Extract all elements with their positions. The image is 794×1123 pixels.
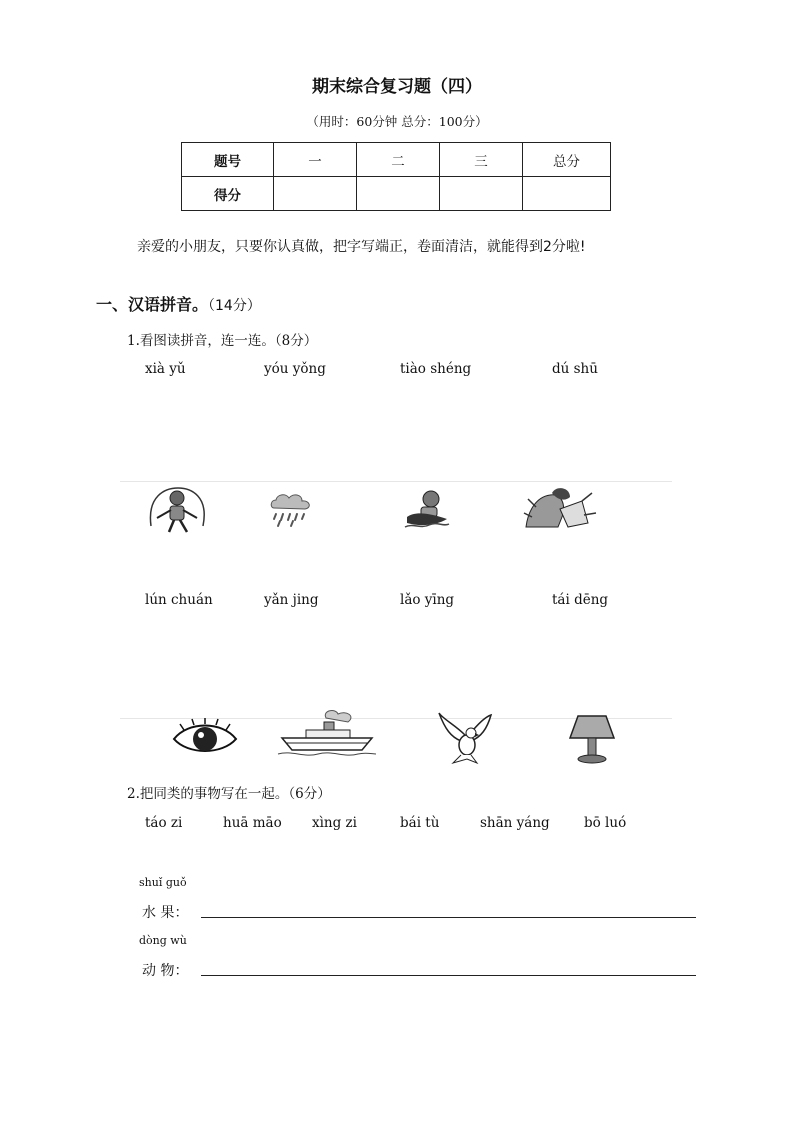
score-cell-1[interactable] [274,177,357,211]
swimming-boy-icon [403,489,451,531]
pinyin-du-shu: dú shū [552,361,598,377]
score-table [181,142,611,211]
reading-girl-icon [522,487,598,531]
header-cell-number: 题号 [182,143,274,177]
rain-cloud-icon [268,492,314,528]
question-2-title: 2.把同类的事物写在一起。（6分） [127,786,331,802]
exam-info: （用时：60分钟 总分：100分） [306,114,488,129]
intro-text: 亲爱的小朋友，只要你认真做，把字写端正，卷面清洁，就能得到2分啦! [137,239,586,255]
score-table-score-row [182,177,611,211]
section-1-points: （14分） [208,298,261,314]
page-title: 期末综合复习题（四） [312,77,482,97]
fruit-pinyin: shuǐ guǒ [139,876,187,889]
score-cell-2[interactable] [357,177,440,211]
table-lamp-icon [566,712,618,764]
section-1-title: 一、汉语拼音。 [96,295,209,314]
fruit-label: 水 果： [142,905,189,921]
animal-label: 动 物： [142,963,189,979]
header-cell-2: 二 [357,143,440,177]
fruit-answer-line[interactable] [201,917,696,918]
word-bo-luo: bō luó [584,815,627,831]
pinyin-yan-jing: yǎn jing [264,592,319,608]
pinyin-lao-ying: lǎo yīng [400,592,455,608]
score-cell-total[interactable] [523,177,611,211]
score-cell-3[interactable] [440,177,523,211]
jump-rope-boy-icon [143,486,213,534]
ship-icon [278,708,376,758]
word-shan-yang: shān yáng [480,815,550,831]
animal-answer-line[interactable] [201,975,696,976]
pinyin-xia-yu: xià yǔ [145,361,186,377]
word-xing-zi: xìng zi [312,815,357,831]
pinyin-tai-deng: tái dēng [552,592,609,608]
section-1-heading [96,292,261,315]
pinyin-you-yong: yóu yǒng [264,361,326,377]
score-row-label: 得分 [182,177,274,211]
question-1-title: 1.看图读拼音，连一连。（8分） [127,333,318,349]
animal-pinyin: dòng wù [139,934,187,947]
eagle-icon [437,711,493,765]
eye-icon [170,719,240,757]
header-cell-3: 三 [440,143,523,177]
word-tao-zi: táo zi [145,815,183,831]
header-cell-1: 一 [274,143,357,177]
header-cell-total: 总分 [523,143,611,177]
word-bai-tu: bái tù [400,815,440,831]
score-table-header-row [182,143,611,177]
picture-row-1-divider [120,481,672,482]
word-hua-mao: huā māo [223,815,282,831]
pinyin-lun-chuan: lún chuán [145,592,213,608]
pinyin-tiao-sheng: tiào shéng [400,361,472,377]
